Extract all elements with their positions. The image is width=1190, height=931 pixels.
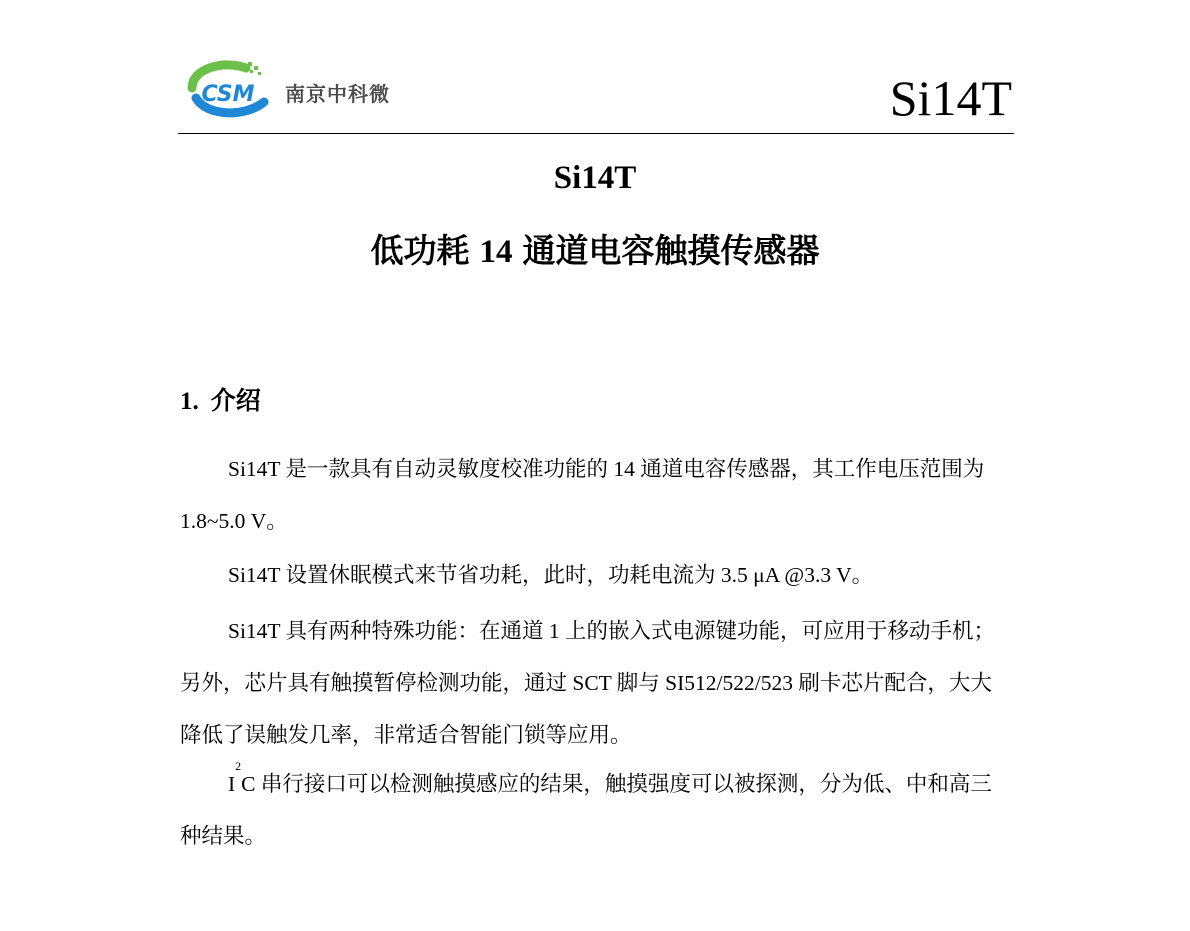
header-part-number: Si14T — [889, 70, 1012, 126]
subtitle-number: 14 — [479, 234, 513, 270]
section-heading — [180, 385, 261, 419]
company-name: 南京中科微 — [285, 82, 390, 106]
paragraph-intro-1: Si14T 是一款具有自动灵敏度校准功能的 14 通道电容传感器，其工作电压范围为 1.8~5.0 V。 — [180, 457, 985, 533]
page-header — [178, 56, 1014, 134]
company-logo — [184, 58, 274, 120]
document-title: Si14T — [553, 160, 637, 196]
subtitle-prefix: 低功耗 — [370, 234, 470, 270]
header-divider — [178, 133, 1014, 134]
section-number: 1. — [180, 388, 199, 415]
logo-text: CSM — [201, 82, 255, 107]
paragraph-intro-4 — [180, 758, 1006, 862]
subtitle-suffix: 通道电容触摸传感器 — [522, 234, 820, 270]
i2c-rest: C 串行接口可以检测触摸感应的结果，触摸强度可以被探测，分为低、中和高三种结果。 — [180, 772, 992, 848]
document-subtitle — [0, 230, 1190, 274]
i2c-prefix: I — [228, 772, 236, 796]
paragraph-intro-3: Si14T 具有两种特殊功能：在通道 1 上的嵌入式电源键功能，可应用于移动手机；另外，芯片具有触摸暂停检测功能，通过 SCT 脚与 SI512/522/523 刷卡芯片配合，大大降低了误触发几率，非常适合智能门锁等应用。 — [180, 619, 996, 747]
i2c-superscript: 2 — [235, 759, 242, 773]
paragraph-intro-2: Si14T 设置休眠模式来节省功耗，此时，功耗电流为 3.5 μA @3.3 V。 — [228, 563, 874, 587]
section-title: 介绍 — [210, 388, 261, 415]
